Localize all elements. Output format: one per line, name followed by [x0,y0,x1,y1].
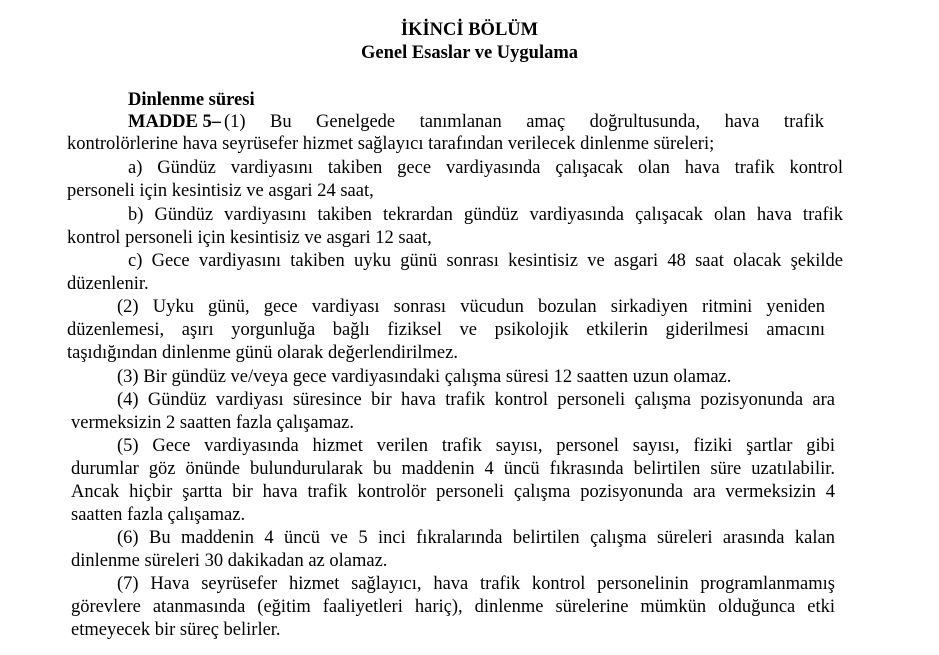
paragraph-line: Ancak hiçbir şartta bir hava trafik kontrolör personeli çalışma pozisyonunda ara vermeksizin 4 [71,482,835,502]
section-title: İKİNCİ BÖLÜM [400,20,539,40]
list-item-c: c) Gece vardiyasını takiben uyku günü sonrası kesintisiz ve asgari 48 saat olacak şekilde [128,251,843,271]
paragraph-4: (4) Gündüz vardiyası süresince bir hava trafik kontrol personeli çalışma pozisyonunda ara [117,390,835,410]
paragraph-2: (2) Uyku günü, gece vardiyası sonrası vücudun bozulan sirkadiyen ritmini yeniden [117,297,825,317]
paragraph-3: (3) Bir gündüz ve/veya gece vardiyasındaki çalışma süresi 12 saatten uzun olamaz. [117,367,732,387]
paragraph-line: düzenlemesi, aşırı yorgunluğa bağlı fiziksel ve psikolojik etkilerin giderilmesi amacını [67,320,825,340]
paragraph-line: kontrolörlerine hava seyrüsefer hizmet sağlayıcı tarafından verilecek dinlenme süreleri; [67,134,715,154]
paragraph-line: görevlere atanmasında (eğitim faaliyetleri hariç), dinlenme sürelerine mümkün olduğunca etki [71,597,835,617]
paragraph-line: personeli için kesintisiz ve asgari 24 saat, [67,181,374,201]
article-heading: Dinlenme süresi [128,90,255,110]
paragraph-line: dinlenme süreleri 30 dakikadan az olamaz. [71,551,388,571]
paragraph-line: (1) Bu Genelgede tanımlanan amaç doğrultusunda, hava trafik [224,112,824,132]
paragraph-line: etmeyecek bir süreç belirler. [71,620,281,640]
list-item-a: a) Gündüz vardiyasını takiben gece vardiyasında çalışacak olan hava trafik kontrol [128,158,843,178]
paragraph-line: taşıdığından dinlenme günü olarak değerlendirilmez. [67,343,458,363]
paragraph-line: kontrol personeli için kesintisiz ve asgari 12 saat, [67,228,432,248]
section-subtitle: Genel Esaslar ve Uygulama [360,43,579,63]
paragraph-line: vermeksizin 2 saatten fazla çalışamaz. [71,413,355,433]
paragraph-line: saatten fazla çalışamaz. [71,505,246,525]
article-label: MADDE 5– [128,112,222,132]
paragraph-7: (7) Hava seyrüsefer hizmet sağlayıcı, hava trafik kontrol personelinin programlanmamış [117,574,835,594]
list-item-b: b) Gündüz vardiyasını takiben tekrardan gündüz vardiyasında çalışacak olan hava trafik [128,205,843,225]
paragraph-line: durumlar göz önünde bulundurularak bu maddenin 4 üncü fıkrasında belirtilen süre uzatılabilir. [71,459,835,479]
paragraph-6: (6) Bu maddenin 4 üncü ve 5 inci fıkralarında belirtilen çalışma süreleri arasında kalan [117,528,835,548]
paragraph-line: düzenlenir. [67,274,149,294]
paragraph-5: (5) Gece vardiyasında hizmet verilen trafik sayısı, personel sayısı, fiziki şartlar gibi [117,436,835,456]
